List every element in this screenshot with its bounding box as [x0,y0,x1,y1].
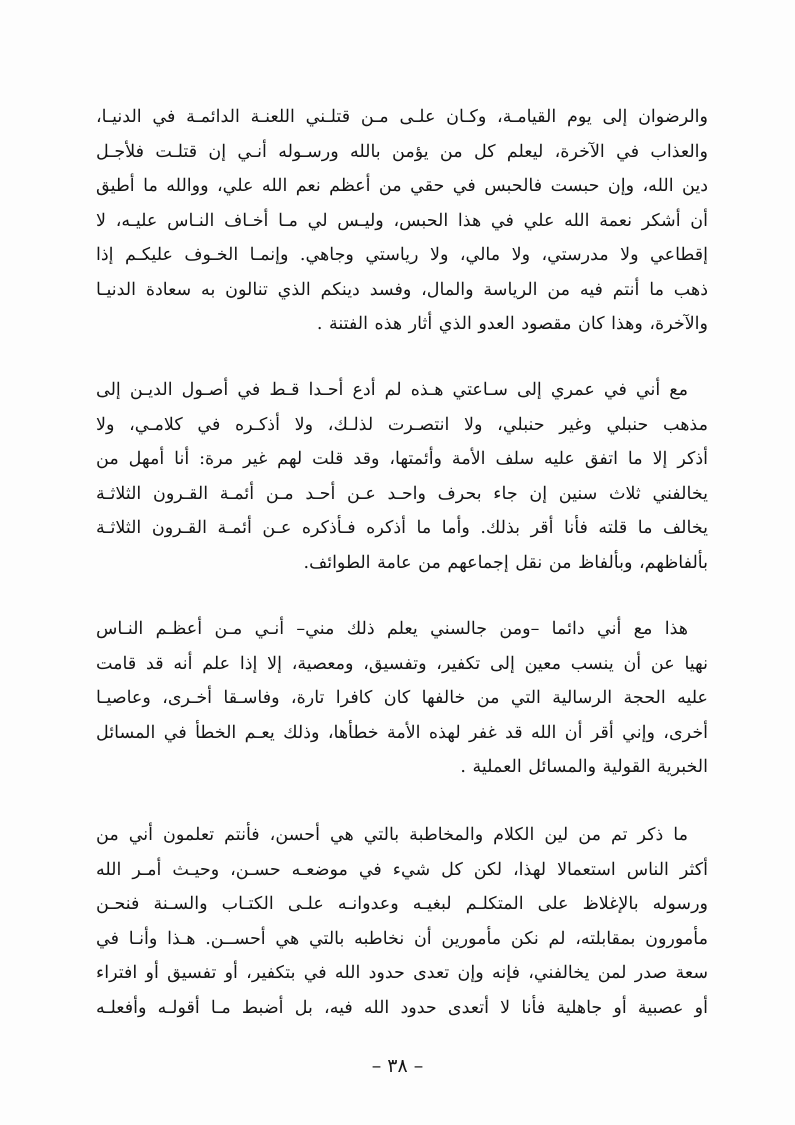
text-line: نهيا عن أن ينسب معين إلى تكفير، وتفسيق، ومعصية، إلا إذا علم أنه قد قامت [96,653,708,674]
text-line: يخالف ما قلته فأنا أقر بذلك. وأما ما أذكره فـأذكره عـن أئمـة القـرون الثلاثـة [96,518,708,538]
text-line: والرضوان إلى يوم القيامـة، وكـان علـى مـن قتلـني اللعنـة الدائمـة في الدنيـا، [96,107,708,127]
text-line: أو عصبية أو جاهلية فأنا لا أتعدى حدود الله فيه، بل أضبط مـا أقولـه وأفعلـه [96,997,708,1018]
text-line: أن أشكر نعمة الله علي في هذا الحبس، وليـس لي مـا أخـاف النـاس عليـه، لا [96,210,708,231]
text-line: سعة صدر لمن يخالفني، فإنه وإن تعدى حدود الله في بتكفير، أو تفسيق أو افتراء [96,963,708,983]
text-line: ذهب ما أنتم فيه من الرياسة والمال، وفسد دينكم الذي تنالون به سعادة الدنيـا [96,279,708,300]
text-line: مذهب حنبلي وغير حنبلي، ولا انتصـرت لذلـك، ولا أذكـره في كلامـي، ولا [96,414,708,435]
paragraph-1 [96,100,708,342]
text-line: عليه الحجة الرسالية التي من خالفها كان كافرا تارة، وفاسـقا أخـرى، وعاصيـا [96,688,708,708]
text-line: أذكر إلا ما اتفق عليه سلف الأمة وأئمتها، وقد قلت لهم غير مرة: أنا أمهل من [96,449,708,469]
paragraph-4 [96,818,708,1025]
text-line: ورسوله بالإغلاظ على المتكلـم لبغيـه وعدوانـه علـى الكتـاب والسـنة فنحـن [96,894,708,914]
text-line: يخالفني ثلاث سنين إن جاء بحرف واحـد عـن أحـد مـن أئمـة القـرون الثلاثـة [96,483,708,504]
text-line: والعذاب في الآخرة، ليعلم كل من يؤمن بالله ورسـوله أنـي إن قتلـت فلأجـل [96,141,708,162]
text-line: أكثر الناس استعمالا لهذا، لكن كل شيء في موضعـه حسـن، وحيـث أمـر الله [96,859,708,880]
text-line: الخبرية القولية والمسائل العملية . [460,757,708,777]
text-line: ما ذكر تم من لين الكلام والمخاطبة بالتي هي أحسن، فأنتم تعلمون أني من [96,825,688,845]
text-line: بألفاظهم، وبألفاظ من نقل إجماعهم من عامة الطوائف. [303,552,708,573]
text-line: هذا مع أني دائما –ومن جالسني يعلم ذلك مني– أنـي مـن أعظـم النـاس [96,619,688,639]
text-line: إقطاعي ولا مدرستي، ولا مالي، ولا رياستي وجاهي. وإنمـا الخـوف عليكـم إذا [96,245,708,265]
text-line: والآخرة، وهذا كان مقصود العدو الذي أثار هذه الفتنة . [316,314,708,334]
paragraph-3 [96,612,708,785]
page-number: – ٣٨ – [371,1055,424,1077]
text-line: دين الله، وإن حبست فالحبس في حقي من أعظم نعم الله علي، ووالله ما أطيق [96,176,708,196]
text-line: مع أني في عمري إلى سـاعتي هـذه لم أدع أحـدا قـط في أصـول الديـن إلى [96,380,688,400]
paragraph-2 [96,373,708,580]
text-line: مأمورون بمقابلته، لم نكن مأمورين أن نخاطبه بالتي هي أحســن. هـذا وأنـا في [96,928,708,949]
text-line: أخرى، وإني أقر أن الله قد غفر لهذه الأمة خطأها، وذلك يعـم الخطأ في المسائل [96,722,708,743]
